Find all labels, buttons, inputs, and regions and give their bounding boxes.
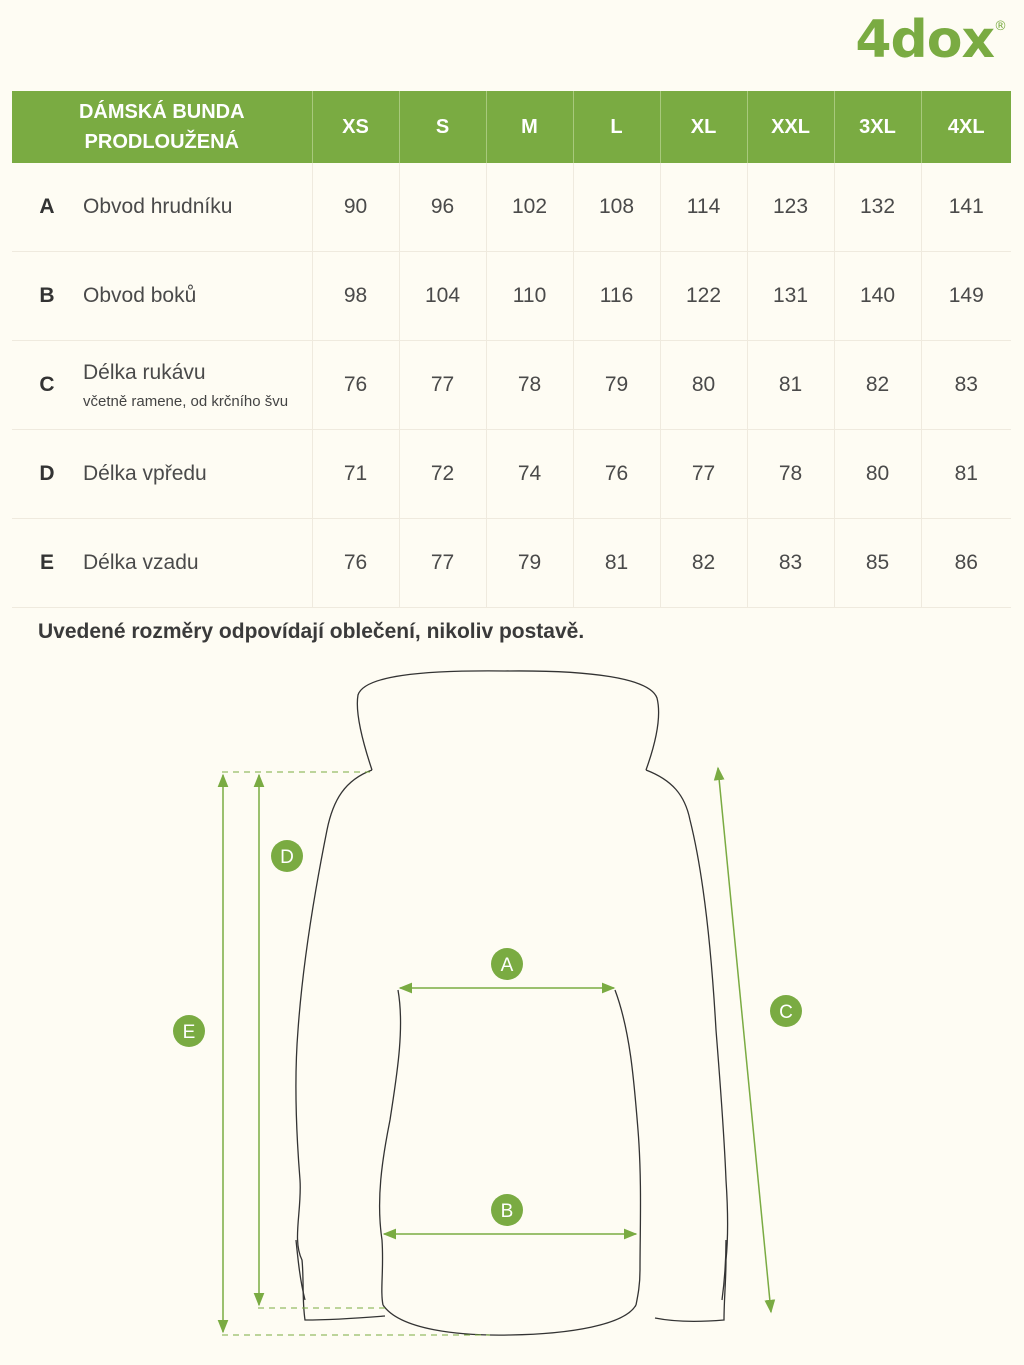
- product-title: DÁMSKÁ BUNDA PRODLOUŽENÁ: [12, 91, 312, 163]
- svg-text:B: B: [500, 1201, 514, 1222]
- size-value: 86: [921, 519, 1011, 608]
- measure-name-text: Obvod hrudníku: [83, 195, 233, 218]
- size-value: 90: [312, 163, 399, 252]
- size-value: 79: [486, 519, 573, 608]
- size-value: 131: [747, 252, 834, 341]
- size-note: Uvedené rozměry odpovídají oblečení, nikoliv postavě.: [38, 620, 585, 643]
- size-value: 141: [921, 163, 1011, 252]
- size-value: 78: [486, 341, 573, 430]
- size-value: 110: [486, 252, 573, 341]
- size-value: 83: [747, 519, 834, 608]
- size-header: 4XL: [921, 91, 1011, 163]
- size-value: 104: [399, 252, 486, 341]
- measure-name-text: Délka rukávu: [83, 360, 206, 384]
- size-value: 78: [747, 430, 834, 519]
- svg-text:D: D: [280, 847, 294, 868]
- size-value: 71: [312, 430, 399, 519]
- size-value: 122: [660, 252, 747, 341]
- size-value: 82: [834, 341, 921, 430]
- size-value: 85: [834, 519, 921, 608]
- size-value: 81: [747, 341, 834, 430]
- measure-letter: B: [12, 252, 82, 341]
- jacket-outline: [296, 671, 728, 1335]
- measure-note: včetně ramene, od krčního švu: [83, 392, 289, 410]
- size-value: 77: [399, 519, 486, 608]
- size-value: 80: [834, 430, 921, 519]
- svg-text:A: A: [500, 955, 514, 976]
- measurement-arrows: [223, 768, 771, 1332]
- size-value: 76: [312, 519, 399, 608]
- size-value: 149: [921, 252, 1011, 341]
- size-header: M: [486, 91, 573, 163]
- measure-name-text: Obvod boků: [83, 284, 197, 307]
- size-header: L: [573, 91, 660, 163]
- size-value: 96: [399, 163, 486, 252]
- guide-lines: [222, 772, 490, 1335]
- measure-letter: C: [12, 341, 82, 430]
- size-value: 116: [573, 252, 660, 341]
- size-value: 72: [399, 430, 486, 519]
- svg-text:C: C: [779, 1002, 793, 1023]
- size-value: 79: [573, 341, 660, 430]
- size-value: 83: [921, 341, 1011, 430]
- size-value: 82: [660, 519, 747, 608]
- size-value: 76: [573, 430, 660, 519]
- brand-logo: 4dox®: [855, 10, 1006, 70]
- size-value: 98: [312, 252, 399, 341]
- size-value: 81: [573, 519, 660, 608]
- measure-letter: E: [12, 519, 82, 608]
- size-value: 80: [660, 341, 747, 430]
- label-e: [173, 1015, 205, 1047]
- size-header: 3XL: [834, 91, 921, 163]
- size-value: 114: [660, 163, 747, 252]
- size-value: 77: [399, 341, 486, 430]
- size-value: 108: [573, 163, 660, 252]
- label-b: [491, 1194, 523, 1226]
- label-c: [770, 995, 802, 1027]
- measure-letter: D: [12, 430, 82, 519]
- size-value: 77: [660, 430, 747, 519]
- size-value: 74: [486, 430, 573, 519]
- size-value: 140: [834, 252, 921, 341]
- measure-letter: A: [12, 163, 82, 252]
- arrow-c: [718, 768, 771, 1312]
- size-value: 132: [834, 163, 921, 252]
- size-header: XL: [660, 91, 747, 163]
- measure-name-text: Délka vpředu: [83, 462, 207, 485]
- size-value: 81: [921, 430, 1011, 519]
- measure-name-text: Délka vzadu: [83, 551, 199, 574]
- label-a: [491, 948, 523, 980]
- size-header: S: [399, 91, 486, 163]
- size-header: XS: [312, 91, 399, 163]
- size-value: 102: [486, 163, 573, 252]
- size-value: 123: [747, 163, 834, 252]
- svg-text:E: E: [182, 1022, 196, 1043]
- size-header: XXL: [747, 91, 834, 163]
- label-d: [271, 840, 303, 872]
- size-value: 76: [312, 341, 399, 430]
